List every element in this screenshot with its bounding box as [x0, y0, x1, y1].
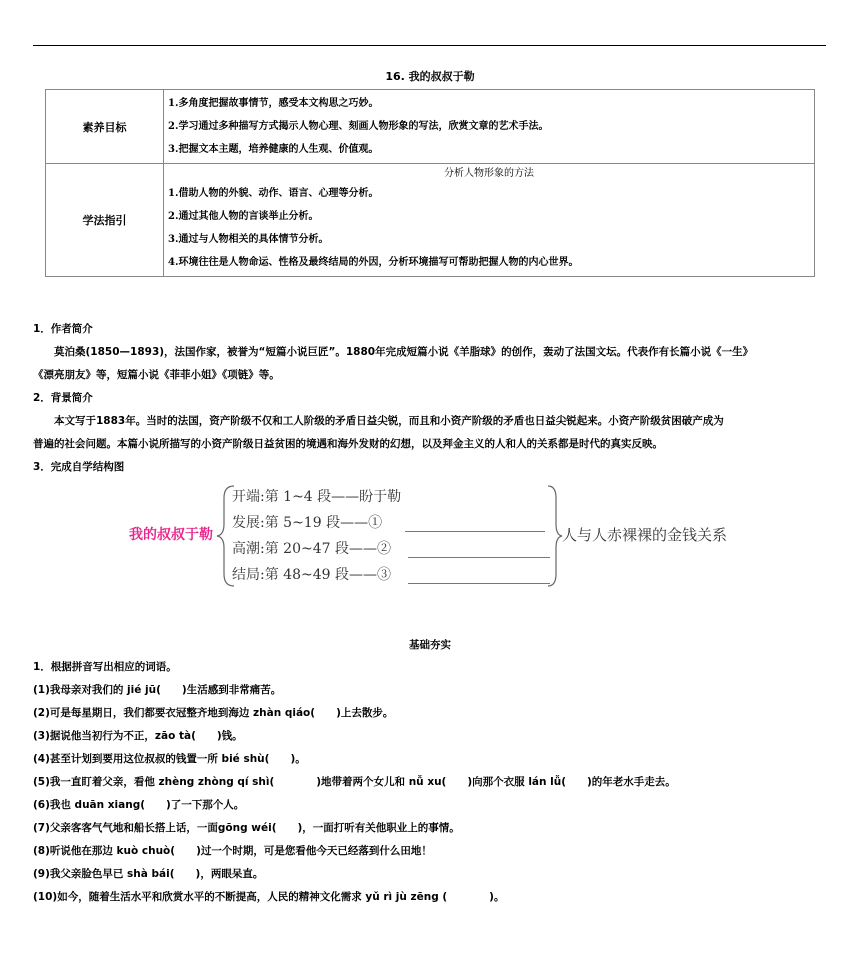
- background-text-line2: 普遍的社会问题。本篇小说所描写的小资产阶级日益贫困的境遇和海外发财的幻想，以及拜金主义的人和人的关系都是时代的真实反映。: [33, 438, 663, 450]
- exercise-list: [33, 656, 828, 909]
- diagram-summary: 人与人赤裸裸的金钱关系: [562, 526, 728, 544]
- exercise-item: (8)听说他在那边 kuò chuò( )过一个时期，可是您看他今天已经落到什么田地！: [33, 845, 432, 857]
- lesson-title: 16. 我的叔叔于勒: [385, 70, 475, 83]
- diagram-row-development: 发展:第 5~19 段——①: [232, 515, 383, 531]
- exercise-item: (4)甚至计划到要用这位叔叔的钱置一所 bié shù( )。: [33, 753, 306, 765]
- exercise-item: (9)我父亲脸色早已 shà bái( )，两眼呆直。: [33, 868, 264, 880]
- exercise-item: (5)我一直盯着父亲，看他 zhèng zhòng qí shì( )地带着两个女儿和 nǚ xu( )向那个衣服 lán lǚ( )的年老水手走去。: [33, 776, 676, 788]
- exercise-item: (3)据说他当初行为不正，zāo tà( )钱。: [33, 730, 243, 742]
- exercise-item: (10)如今，随着生活水平和欣赏水平的不断提高，人民的精神文化需求 yǔ rì jù zēng ( )。: [33, 891, 505, 903]
- section-title-basics: 基础夯实: [409, 639, 451, 651]
- literacy-goal-item: 2.学习通过多种描写方式揭示人物心理、刻画人物形象的写法，欣赏文章的艺术手法。: [168, 121, 549, 132]
- method-guide-item: 2.通过其他人物的言谈举止分析。: [168, 211, 319, 222]
- background-text-line1: 本文写于1883年。当时的法国，资产阶级不仅和工人阶级的矛盾日益尖锐，而且和小资产阶级的矛盾也日益尖锐起来。小资产阶级贫困破产成为: [54, 415, 724, 427]
- blank-line-3: [408, 583, 550, 584]
- method-guide-item: 4.环境往往是人物命运、性格及最终结局的外因，分析环境描写可帮助把握人物的内心世界。: [168, 257, 579, 268]
- author-text-line2: 《漂亮朋友》等，短篇小说《菲菲小姐》《项链》等。: [33, 369, 280, 381]
- method-guide-item: 1.借助人物的外貌、动作、语言、心理等分析。: [168, 188, 379, 199]
- literacy-goals-content: [164, 90, 815, 164]
- method-guide-label: 学法指引: [46, 164, 164, 277]
- exercise-item: (7)父亲客客气气地和船长搭上话，一面gōng wéi( )，一面打听有关他职业上的事情。: [33, 822, 460, 834]
- literacy-goal-item: 1.多角度把握故事情节，感受本文构思之巧妙。: [168, 98, 379, 109]
- top-rule: [33, 45, 826, 46]
- blank-line-1: [405, 531, 545, 532]
- literacy-goals-label: 素养目标: [46, 90, 164, 164]
- exercise-item: (2)可是每星期日，我们都要衣冠整齐地到海边 zhàn qiáo( )上去散步。: [33, 707, 394, 719]
- method-guide-content: [164, 164, 815, 277]
- exercise-item: (6)我也 duān xiang( )了一下那个人。: [33, 799, 245, 811]
- goals-row-literacy: [46, 90, 815, 164]
- diagram-center-title: 我的叔叔于勒: [129, 527, 213, 543]
- right-brace: [548, 486, 562, 586]
- literacy-goal-item: 3.把握文本主题，培养健康的人生观、价值观。: [168, 144, 379, 155]
- diagram-row-beginning: 开端:第 1~4 段——盼于勒: [232, 489, 402, 505]
- structure-diagram: [120, 484, 760, 589]
- exercise-item: (1)我母亲对我们的 jié jū( )生活感到非常痛苦。: [33, 684, 282, 696]
- exercise-heading: 1．根据拼音写出相应的词语。: [33, 661, 177, 673]
- method-guide-item: 3.通过与人物相关的具体情节分析。: [168, 234, 329, 245]
- background-heading: 2．背景简介: [33, 392, 93, 404]
- structure-heading: 3．完成自学结构图: [33, 461, 125, 473]
- method-guide-heading: 分析人物形象的方法: [444, 168, 534, 179]
- blank-line-2: [408, 557, 550, 558]
- diagram-row-climax: 高潮:第 20~47 段——②: [232, 541, 391, 557]
- author-heading: 1．作者简介: [33, 323, 93, 335]
- goals-row-method: [46, 164, 815, 277]
- goals-table: [45, 89, 815, 277]
- diagram-row-ending: 结局:第 48~49 段——③: [232, 567, 391, 583]
- author-text-line1: 莫泊桑(1850—1893)，法国作家，被誉为“短篇小说巨匠”。1880年完成短篇小说《羊脂球》的创作，轰动了法国文坛。代表作有长篇小说《一生》: [54, 346, 754, 358]
